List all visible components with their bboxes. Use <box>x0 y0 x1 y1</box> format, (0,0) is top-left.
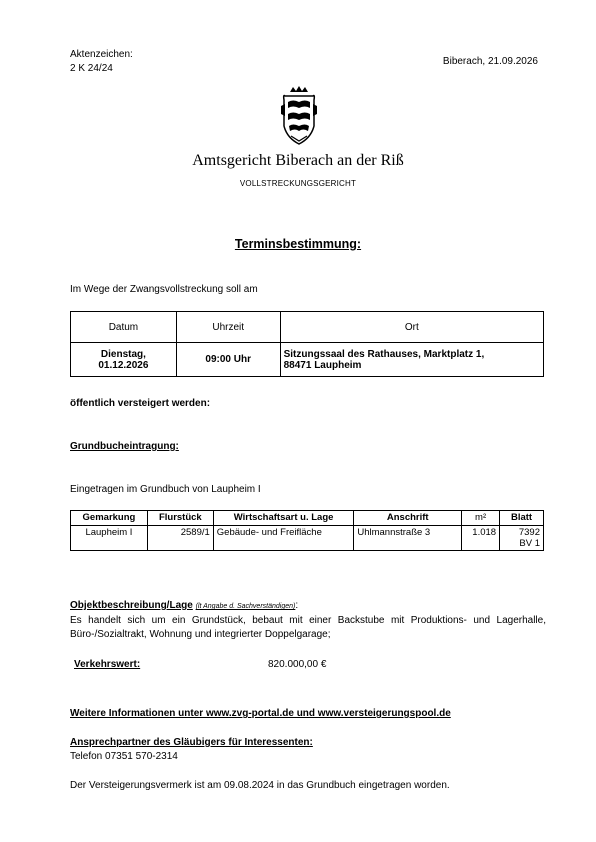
header-ort: Ort <box>280 312 543 343</box>
page-title: Terminsbestimmung: <box>234 237 362 251</box>
vermerk-text: Der Versteigerungsvermerk ist am 09.08.2024 in das Grundbuch eingetragen worden. <box>70 780 450 791</box>
aktenzeichen-label: Aktenzeichen: <box>70 49 133 60</box>
termin-data-row <box>71 343 544 377</box>
court-name: Amtsgericht Biberach an der Riß <box>192 152 404 169</box>
ansprechpartner-heading: Ansprechpartner des Gläubigers für Interessenten: <box>70 737 313 748</box>
grundbuch-heading: Grundbucheintragung: <box>70 441 179 452</box>
telefon-text: Telefon 07351 570-2314 <box>70 751 178 762</box>
gemarkung-cell: Laupheim I <box>71 526 148 551</box>
anschrift-cell: Uhlmannstraße 3 <box>354 526 462 551</box>
termin-header-row <box>71 312 544 343</box>
flaeche-cell: 1.018 <box>462 526 500 551</box>
grundbuch-data-row <box>71 526 544 551</box>
termin-table <box>70 311 544 377</box>
verkehrswert-label: Verkehrswert: <box>74 659 141 670</box>
grundbuch-header-row <box>71 511 544 526</box>
eingetragen-text: Eingetragen im Grundbuch von Laupheim I <box>70 484 261 495</box>
court-department: VOLLSTRECKUNGSGERICHT <box>239 179 357 188</box>
header-flaeche: m² <box>462 511 500 526</box>
header-wirtschaftsart: Wirtschaftsart u. Lage <box>213 511 354 526</box>
flurstueck-cell: 2589/1 <box>147 526 213 551</box>
intro-text: Im Wege der Zwangsvollstreckung soll am <box>70 284 258 295</box>
objekt-heading <box>70 600 298 611</box>
termin-ort-cell <box>280 343 543 377</box>
termin-weekday: Dienstag, <box>100 348 146 360</box>
objekt-label: Objektbeschreibung/Lage <box>70 600 193 611</box>
objekt-hint: (lt Angabe d. Sachverständigen) <box>195 603 296 610</box>
termin-datum-cell <box>71 343 177 377</box>
place-date: Biberach, 21.09.2026 <box>442 56 538 67</box>
aktenzeichen-value: 2 K 24/24 <box>70 63 113 74</box>
termin-ort-line1: Sitzungssaal des Rathauses, Marktplatz 1, <box>283 348 485 360</box>
header-gemarkung: Gemarkung <box>71 511 148 526</box>
aktenzeichen-block <box>70 48 133 76</box>
blatt-number: 7392 <box>518 527 540 538</box>
blatt-cell <box>500 526 544 551</box>
grundbuch-table <box>70 510 544 551</box>
blatt-bv: BV 1 <box>519 538 540 549</box>
header-flurstueck: Flurstück <box>147 511 213 526</box>
header-datum: Datum <box>71 312 177 343</box>
verkehrswert-value: 820.000,00 € <box>268 659 327 670</box>
header-blatt: Blatt <box>500 511 544 526</box>
termin-uhrzeit: 09:00 Uhr <box>176 343 280 377</box>
objekt-colon: : <box>295 600 299 611</box>
termin-ort-line2: 88471 Laupheim <box>283 359 362 371</box>
objekt-text: Es handelt sich um ein Grundstück, bebaut mit einer Backstube mit Produktions- und Lagerhalle, Büro-/Sozialtrakt, Wohnung und integrierter Doppelgarage; <box>70 615 546 640</box>
versteigert-text: öffentlich versteigert werden: <box>70 398 211 409</box>
weitere-info: Weitere Informationen unter www.zvg-portal.de und www.versteigerungspool.de <box>70 708 451 719</box>
termin-date: 01.12.2026 <box>98 359 149 371</box>
crest-icon <box>281 86 317 146</box>
header-uhrzeit: Uhrzeit <box>176 312 280 343</box>
header-anschrift: Anschrift <box>354 511 462 526</box>
wirtschaftsart-cell: Gebäude- und Freifläche <box>213 526 354 551</box>
